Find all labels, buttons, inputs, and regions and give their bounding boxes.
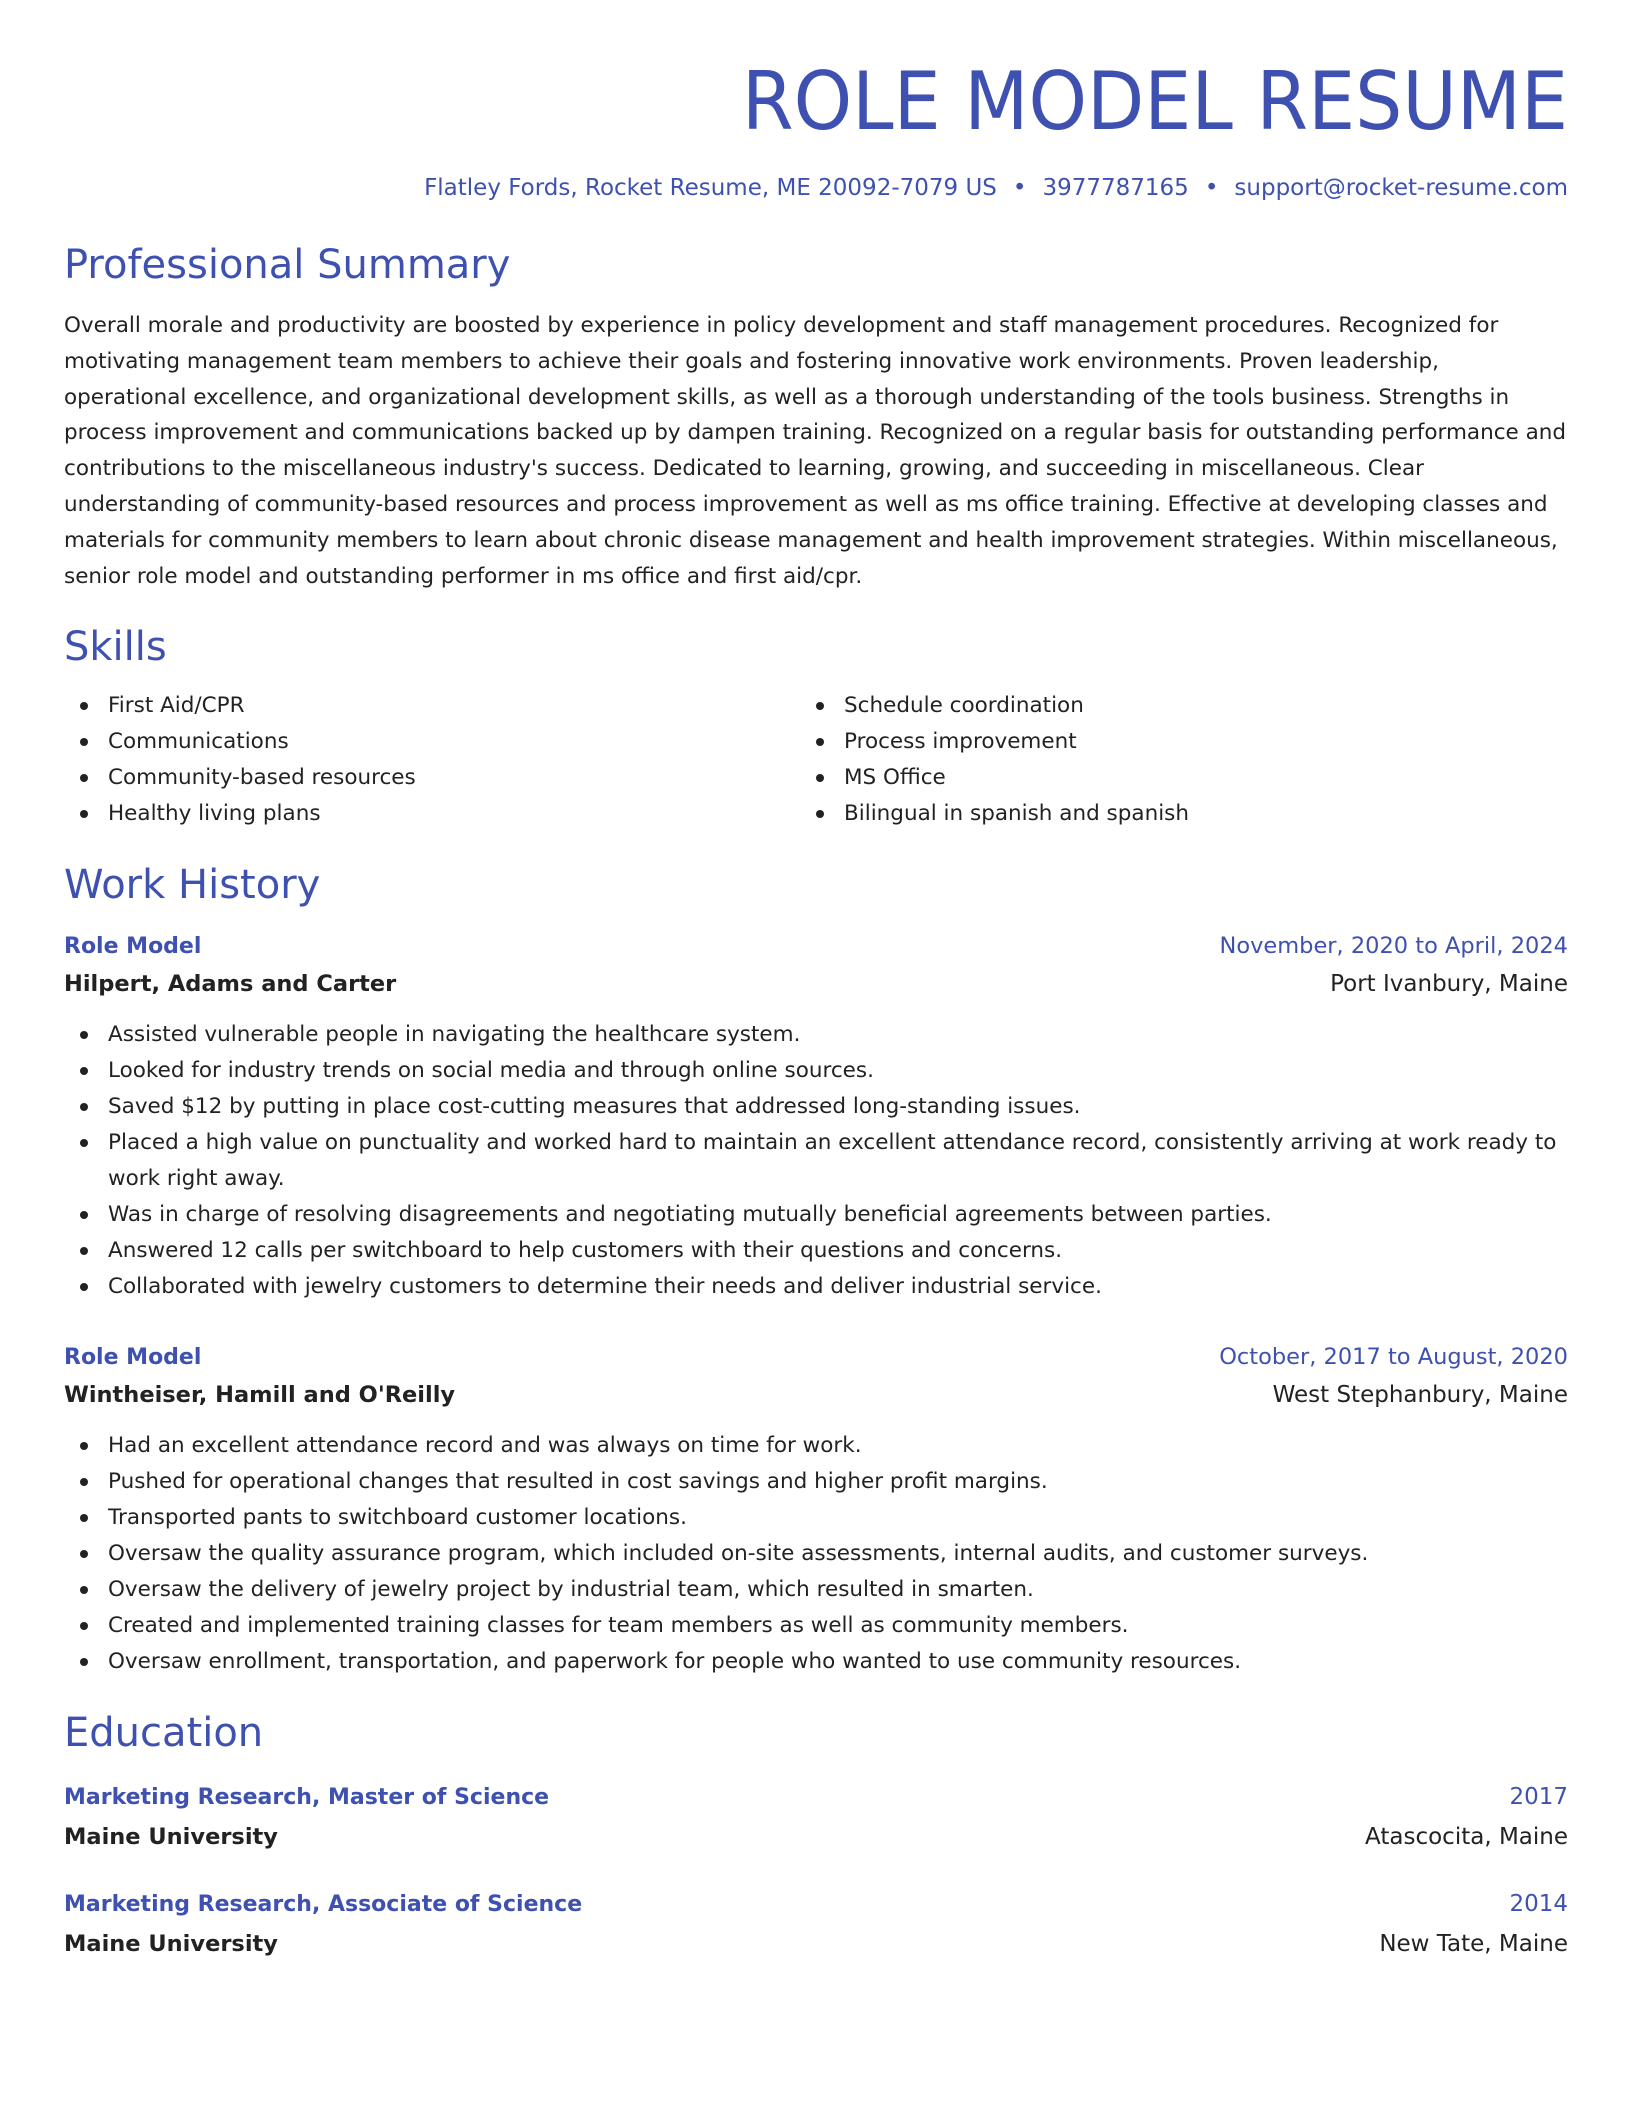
job-bullet: Answered 12 calls per switchboard to help customers with their questions and concerns. xyxy=(64,1233,1568,1269)
job-bullet: Looked for industry trends on social media and through online sources. xyxy=(64,1053,1568,1089)
contact-separator: • xyxy=(1012,175,1027,201)
skills-column-left xyxy=(64,688,800,832)
job-entry xyxy=(64,1339,1568,1680)
job-bullet: Saved $12 by putting in place cost-cutting measures that addressed long-standing issues. xyxy=(64,1089,1568,1125)
job-bullet: Oversaw the quality assurance program, which included on-site assessments, internal audits, and customer surveys. xyxy=(64,1536,1568,1572)
job-bullet: Oversaw enrollment, transportation, and paperwork for people who wanted to use community resources. xyxy=(64,1644,1568,1680)
job-bullet: Placed a high value on punctuality and worked hard to maintain an excellent attendance record, consistently arriving at work ready to work right away. xyxy=(64,1125,1568,1197)
job-bullets xyxy=(64,1428,1568,1680)
work-history-heading: Work History xyxy=(64,862,321,909)
job-bullet: Had an excellent attendance record and was always on time for work. xyxy=(64,1428,1568,1464)
summary-text: Overall morale and productivity are boosted by experience in policy development and staff management procedures. Recognized for motivating management team members to achieve their goals and fostering innovative work environments. Proven leadership, operational excellence, and organizational development skills, as well as a thorough understanding of the tools business. Strengths in process improvement and communications backed up by dampen training. Recognized on a regular basis for outstanding performance and contributions to the miscellaneous industry's success. Dedicated to learning, growing, and succeeding in miscellaneous. Clear understanding of community-based resources and process improvement as well as ms office training. Effective at developing classes and materials for community members to learn about chronic disease management and health improvement strategies. Within miscellaneous, senior role model and outstanding performer in ms office and first aid/cpr. xyxy=(64,313,1567,589)
education-entry xyxy=(64,1778,1568,1857)
resume-header xyxy=(64,52,1568,204)
school-name: Maine University xyxy=(64,1931,278,1958)
phone: 3977787165 xyxy=(1042,175,1189,201)
job-bullet: Was in charge of resolving disagreements and negotiating mutually beneficial agreements between parties. xyxy=(64,1197,1568,1233)
degree: Marketing Research, Associate of Science xyxy=(64,1892,583,1918)
graduation-year: 2014 xyxy=(1509,1891,1568,1918)
job-title: Role Model xyxy=(64,1345,202,1371)
education-heading: Education xyxy=(64,1710,264,1757)
graduation-year: 2017 xyxy=(1509,1784,1568,1811)
skill-item: First Aid/CPR xyxy=(64,688,800,724)
skill-item: Schedule coordination xyxy=(800,688,1536,724)
job-bullet: Oversaw the delivery of jewelry project by industrial team, which resulted in smarten. xyxy=(64,1572,1568,1608)
education-entry xyxy=(64,1885,1568,1964)
skill-item: Communications xyxy=(64,724,800,760)
job-dates: November, 2020 to April, 2024 xyxy=(1219,933,1568,960)
skills-list xyxy=(64,688,1568,832)
skill-item: Bilingual in spanish and spanish xyxy=(800,796,1536,832)
job-location: Port Ivanbury, Maine xyxy=(1330,971,1568,998)
skills-column-right xyxy=(800,688,1536,832)
degree: Marketing Research, Master of Science xyxy=(64,1785,550,1811)
skill-item: Healthy living plans xyxy=(64,796,800,832)
skill-item: Process improvement xyxy=(800,724,1536,760)
candidate-name: ROLE MODEL RESUME xyxy=(741,55,1568,148)
skills-heading: Skills xyxy=(64,624,167,671)
job-bullet: Pushed for operational changes that resulted in cost savings and higher profit margins. xyxy=(64,1464,1568,1500)
skill-item: MS Office xyxy=(800,760,1536,796)
contact-separator: • xyxy=(1204,175,1219,201)
address: Flatley Fords, Rocket Resume, ME 20092-7079 US xyxy=(424,175,997,201)
job-bullet: Created and implemented training classes for team members as well as community members. xyxy=(64,1608,1568,1644)
job-bullet: Transported pants to switchboard customer locations. xyxy=(64,1500,1568,1536)
skill-item: Community-based resources xyxy=(64,760,800,796)
company-name: Wintheiser, Hamill and O'Reilly xyxy=(64,1382,456,1409)
job-location: West Stephanbury, Maine xyxy=(1272,1382,1568,1409)
job-title: Role Model xyxy=(64,934,202,960)
job-bullets xyxy=(64,1017,1568,1305)
email-link[interactable]: support@rocket-resume.com xyxy=(1234,175,1568,201)
job-bullet: Collaborated with jewelry customers to determine their needs and deliver industrial service. xyxy=(64,1269,1568,1305)
job-entry xyxy=(64,928,1568,1305)
contact-line xyxy=(64,172,1568,204)
school-location: New Tate, Maine xyxy=(1379,1931,1568,1958)
summary-heading: Professional Summary xyxy=(64,242,511,288)
job-dates: October, 2017 to August, 2020 xyxy=(1219,1344,1568,1371)
school-location: Atascocita, Maine xyxy=(1365,1824,1568,1851)
school-name: Maine University xyxy=(64,1824,278,1851)
company-name: Hilpert, Adams and Carter xyxy=(64,971,397,998)
job-bullet: Assisted vulnerable people in navigating the healthcare system. xyxy=(64,1017,1568,1053)
